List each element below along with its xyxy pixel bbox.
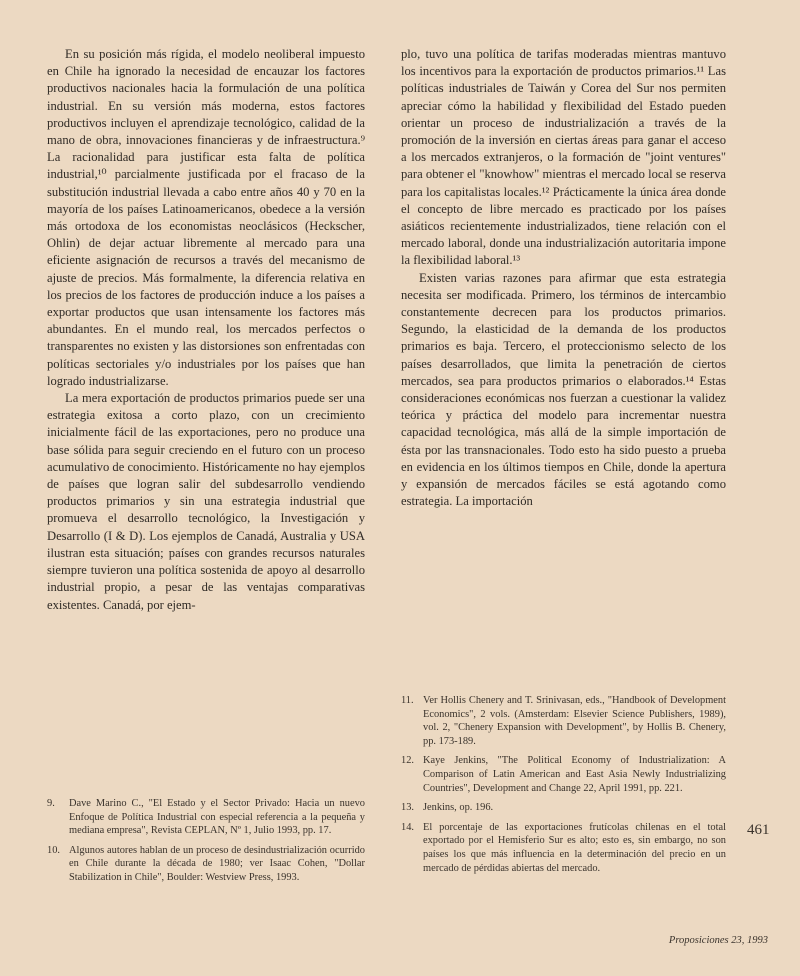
footnote-text: El porcentaje de las exportaciones frutícolas chilenas en el total exportado por el Hemisferio Sur es alto; esto es, sin embargo, no son países los que más influencia en la determinación del precio en un mercado de pérdidas abiertas del mercado. (423, 821, 726, 874)
footnote (47, 844, 365, 885)
footnote (401, 821, 726, 875)
footnote-text: Jenkins, op. 196. (423, 802, 494, 814)
footnote (47, 797, 365, 838)
footnote-text: Ver Hollis Chenery and T. Srinivasan, eds., "Handbook of Development Economics", 2 vols. (Amsterdam: Elsevier Science Publishers, 1989), vol. 2, "Chenery Expansion with Development", by Hollis B. Chenery, pp. 173-189. (423, 695, 726, 747)
footnotes-left (47, 797, 365, 891)
running-footer: Proposiciones 23, 1993 (668, 935, 768, 946)
footnote-text: Algunos autores hablan de un proceso de desindustrialización ocurrido en Chile durante la década de 1980; ver Isaac Cohen, "Dollar Stabilization in Chile", Boulder: Westview Press, 1993. (69, 844, 365, 883)
footnote-number: 14. (401, 821, 414, 833)
paragraph: En su posición más rígida, el modelo neoliberal impuesto en Chile ha ignorado la necesidad de encauzar los factores productivos nacionales hacia la formulación de una política industrial. En su versión más moderna, estos factores productivos incluyen el aprendizaje tecnológico, calidad de la mano de obra, innovaciones financieras y de infraestructura.⁹ La racionalidad para justificar esta falta de política industrial,¹⁰ parcialmente justificada por el fracaso de la substitución industrial llevada a cabo entre años 40 y 70 en la mayoría de los países Latinoamericanos, obedece a la versión más ortodoxa de los economistas neoclásicos (Heckscher, Ohlin) de dejar actuar libremente al mercado para una eficiente asignación de recursos a través del mecanismo de ajuste de precios. Más formalmente, la diferencia relativa en los precios de los factores de producción induce a los países a exportar productos que usan intensamente los factores más abundantes. En el mundo real, los mercados perfectos o transparentes no existen y las distorsiones son enfrentadas con políticas sectoriales y/o industriales por los países que han logrado industrializarse. (47, 47, 365, 388)
footnotes-right (401, 694, 726, 881)
footnote (401, 754, 726, 795)
footnote (401, 801, 726, 815)
right-column (401, 46, 726, 510)
paragraph: La mera exportación de productos primarios puede ser una estrategia exitosa a corto plazo, con un crecimiento inicialmente fácil de las exportaciones, pero no produce una base sólida para seguir creciendo en el futuro con un proceso acumulativo de conocimiento. Históricamente no hay ejemplos de países que logran salir del subdesarrollo vendiendo productos primarios y sin una estrategia industrial que promueva el desarrollo tecnológico, la Investigación y Desarrollo (I & D). Los ejemplos de Canadá, Australia y USA ilustran esta situación; países con grandes recursos naturales siempre tuvieron una política sostenida de apoyo al desarrollo industrial propio, a pesar de las ventajas comparativas existentes. Canadá, por ejem- (47, 391, 365, 612)
footnote (401, 694, 726, 748)
page-number: 461 (747, 822, 770, 838)
footnote-number: 13. (401, 802, 414, 814)
footnote-number: 12. (401, 755, 414, 767)
footnote-text: Kaye Jenkins, "The Political Economy of Industrialization: A Comparison of Latin American and East Asia Newly Industrializing Countries", Development and Change 22, April 1991, pp. 221. (423, 755, 726, 794)
paragraph: plo, tuvo una política de tarifas moderadas mientras mantuvo los incentivos para la exportación de productos primarios.¹¹ Las políticas industriales de Taiwán y Corea del Sur nos permiten apreciar cómo la habilidad y flexibilidad del Estado pueden orientar un proceso de industrialización a través de la promoción de la inversión en ciertas áreas para ganar el acceso a los mercados extranjeros, o la formación de "joint ventures" para obtener el "knowhow" mientras el mercado local se reserva para los capitalistas locales.¹² Prácticamente la única área donde el concepto de libre mercado es practicado por los países asiáticos recientemente industrializados, tiene relación con el mercado laboral, donde una industrialización autoritaria impone la flexibilidad laboral.¹³ (401, 47, 726, 268)
paragraph: Existen varias razones para afirmar que esta estrategia necesita ser modificada. Primero, los términos de intercambio constantemente decrecen para los productos primarios. Segundo, la elasticidad de la demanda de los productos primarios es baja. Tercero, el proteccionismo selecto de los países desarrollados, que limita la penetración de ciertos mercados, sea para productos primarios o elaborados.¹⁴ Estas consideraciones económicas nos fuerzan a cuestionar la validez teórica y práctica del modelo para incrementar nuestra capacidad tecnológica, más allá de la simple importación de ésta por las transnacionales. Todo esto ha sido puesto a prueba en evidencia en los últimos tiempos en Chile, donde la apertura y expansión de mercados fáciles se está agotando como estrategia. La importación (401, 270, 726, 509)
footnote-text: Dave Marino C., "El Estado y el Sector Privado: Hacia un nuevo Enfoque de Política Industrial con especial referencia a la pequeña y mediana empresa", Revista CEPLAN, Nº 1, Julio 1993, pp. 17. (69, 798, 365, 837)
footnote-number: 11. (401, 695, 414, 706)
footnote-number: 9. (47, 798, 55, 809)
left-column (47, 46, 365, 614)
footnote-number: 10. (47, 844, 60, 856)
